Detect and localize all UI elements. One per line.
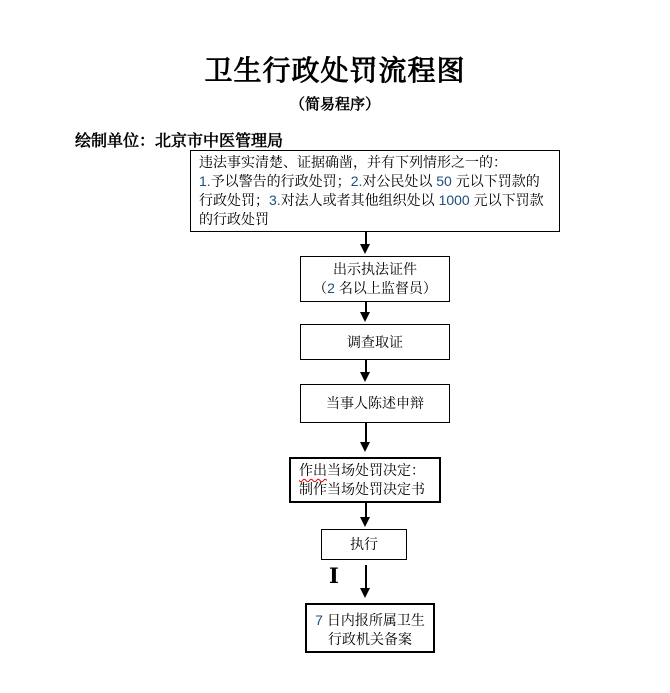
page-subtitle: （简易程序） [289, 96, 380, 113]
arrow-line [365, 565, 367, 588]
flow-box-report-record [305, 603, 435, 653]
flow-box-party-statement [300, 384, 450, 423]
arrow-head-icon [360, 244, 370, 254]
arrow-head-icon [360, 517, 370, 527]
flow-box-show-credentials [300, 256, 450, 302]
flow-box-conditions-line3: 行政处罚；3.对法人或者其他组织处以 1000 元以下罚款 [199, 192, 544, 208]
flow-box-execute-label: 执行 [350, 536, 378, 552]
flow-box-decision-line1 [299, 461, 431, 480]
flow-arrow-6 [360, 565, 371, 598]
flow-box-report-record-line2: 行政机关备案 [328, 631, 412, 647]
flow-box-conditions-line1: 违法事实清楚、证据确凿，并有下列情形之一的： [199, 154, 507, 170]
arrow-line [365, 423, 367, 442]
flow-box-conditions-line4: 的行政处罚 [199, 211, 269, 227]
author-line: 绘制单位：北京市中医管理局 [75, 133, 284, 150]
flow-box-conditions [190, 150, 560, 232]
arrow-head-icon [360, 588, 370, 598]
flow-box-conditions-line2: 1.予以警告的行政处罚；2.对公民处以 50 元以下罚款的 [199, 173, 540, 189]
arrow-head-icon [360, 442, 370, 452]
arrow-line [365, 503, 367, 517]
flow-arrow-3 [360, 360, 371, 382]
flow-box-investigate [300, 324, 450, 360]
flow-box-report-record-line1: 7 日内报所属卫生 [315, 612, 425, 628]
arrow-line [365, 360, 367, 372]
flow-box-execute [321, 529, 407, 560]
page-title: 卫生行政处罚流程图 [204, 55, 466, 86]
misspelled-word: 作出 [299, 462, 327, 478]
flow-box-decision-line1-rest: 当场处罚决定： [327, 462, 425, 478]
flow-arrow-1 [360, 232, 371, 254]
flow-box-investigate-label: 调查取证 [347, 333, 403, 350]
flow-arrow-4 [360, 423, 371, 452]
flow-box-show-credentials-line1: 出示执法证件 [333, 261, 417, 277]
arrow-head-icon [360, 312, 370, 322]
arrow-line [365, 301, 367, 312]
flow-box-decision [289, 457, 441, 503]
flow-box-decision-line2: 制作当场处罚决定书 [299, 481, 425, 497]
stray-cursor-mark: I [329, 563, 339, 588]
flow-arrow-2 [360, 301, 371, 322]
flow-box-party-statement-label: 当事人陈述申辩 [326, 395, 424, 411]
flow-arrow-5 [360, 503, 371, 527]
flow-box-show-credentials-line2: （2 名以上监督员） [313, 280, 437, 296]
arrow-line [365, 232, 367, 244]
arrow-head-icon [360, 372, 370, 382]
